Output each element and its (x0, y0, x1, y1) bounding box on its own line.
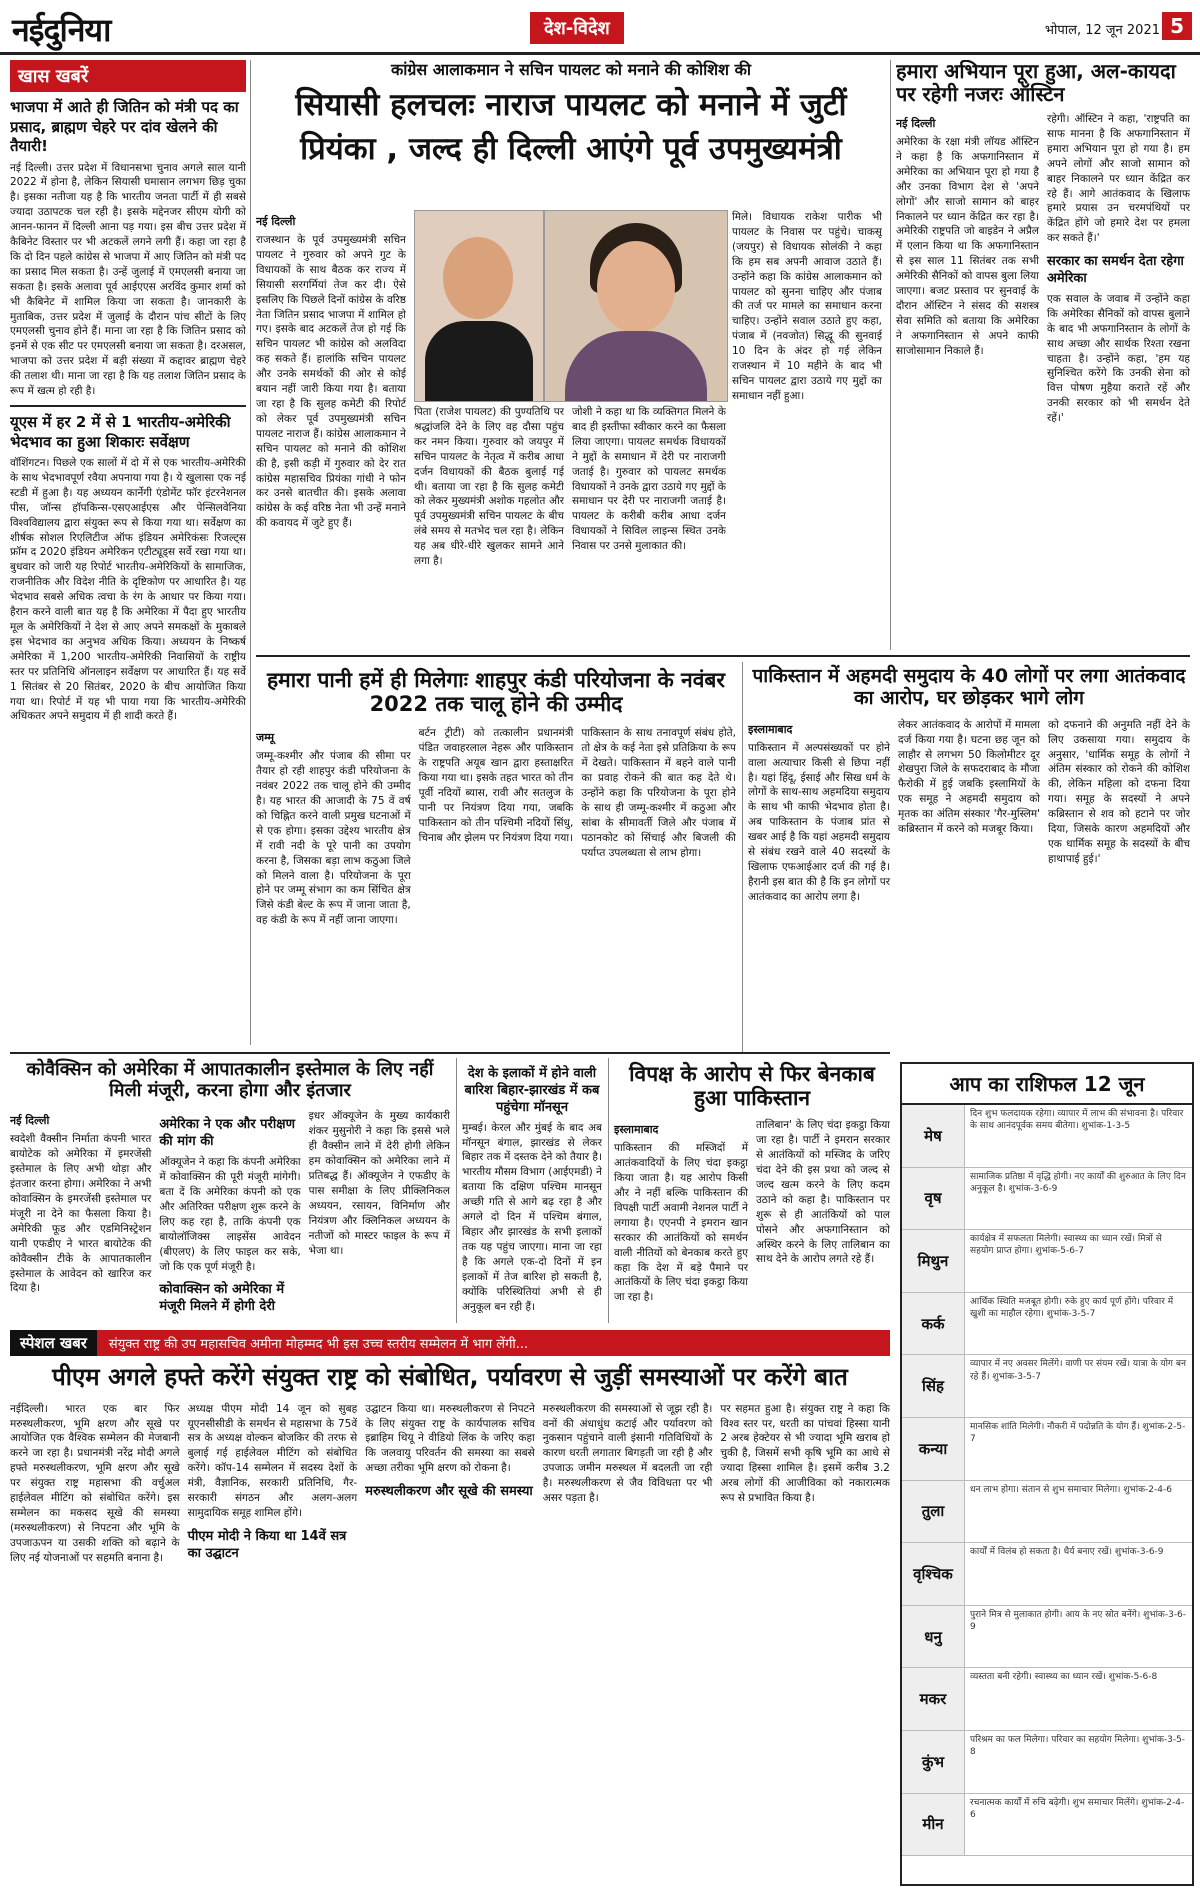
rashi-name: मेष (902, 1105, 965, 1167)
story-body: इधर ऑक्यूजेन के मुख्य कार्यकारी शंकर मुसुनोरी ने कहा कि इससे भले ही वैक्सीन लाने में देरी होगी लेकिन हम कोवाक्सिन को अमेरिका लाने में प्रतिबद्ध हैं। ऑक्यूजेन ने एफडीए के पास समीक्षा के लिए प्रीक्लिनिकल अध्ययन, रसायन, विनिर्माण और नियंत्रण और क्लिनिकल अध्ययन के नतीजों को मास्टर फाइल के रूप में भेजा था। (308, 1110, 450, 1257)
story-body: एक सवाल के जवाब में उन्होंने कहा कि अमेरिका सैनिकों को वापस बुलाने के बाद भी अफगानिस्तान के लोगों के साथ अच्छा और सार्थक रिश्ता रखना चाहता है। उन्होंने कहा, 'हम यह सुनिश्चित करेंगे कि उनकी सेना को वित्त पोषण मुहैया कराते रहें और उनकी सरकार को भी समर्थन देते रहें।' (1047, 292, 1190, 425)
rashi-name: तुला (902, 1481, 965, 1543)
story-body: राजस्थान के पूर्व उपमुख्यमंत्री सचिन पायलट ने गुरुवार को अपने गुट के विधायकों के साथ बैठक कर राज्य में सियासी सरगर्मियां तेज कर दी। ऐसे इसलिए कि पिछले दिनों कांग्रेस के वरिष्ठ नेता जितिन प्रसाद भाजपा में शामिल हो गए। इसके बाद अटकलें तेज हो गई कि सचिन पायलट भी कांग्रेस को अलविदा कह सकते हैं। हालांकि सचिन पायलट और उनके समर्थकों की ओर से कोई बयान नहीं जारी किया गया है। बताया जा रहा है कि सुलह कमेटी की रिपोर्ट को लेकर पूर्व उपमुख्यमंत्री सचिन पायलट नाराज हैं। कांग्रेस आलाकमान ने सचिन पायलट को मनाने की कोशिश की है, इसी कड़ी में गुरुवार को देर रात कांग्रेस महासचिव प्रियंका गांधी ने फोन कर उनसे बातचीत की। इसके अलावा कांग्रेस के कई वरिष्ठ नेता भी उन्हें मनाने की कवायद में जुटे हुए हैं। (256, 234, 406, 530)
rashi-text: दिन शुभ फलदायक रहेगा। व्यापार में लाभ की संभावना है। परिवार के साथ आनंदपूर्वक समय बीतेगा। शुभांक-1-3-5 (970, 1109, 1184, 1132)
rashi-text: आर्थिक स्थिति मजबूत होगी। रुके हुए कार्य पूर्ण होंगे। परिवार में खुशी का माहौल रहेगा। शुभांक-3-5-7 (970, 1296, 1174, 1319)
rashifal-row (902, 1105, 1192, 1168)
dateline: भोपाल, 12 जून 2021 (1044, 23, 1160, 38)
special-ticker: संयुक्त राष्ट्र की उप महासचिव अमीना मोहम्मद भी इस उच्च स्तरीय सम्मेलन में भाग लेंगी... (108, 1337, 529, 1352)
story-body: को दफनाने की अनुमति नहीं देने के लिए उकसाया गया। समुदाय के अनुसार, 'धार्मिक समूह के लोगों ने अंतिम संस्कार को रोकने की कोशिश की, लेकिन महिला को दफना दिया गया। समूह के सदस्यों ने अपने कब्रिस्तान से शव को हटाने पर जोर दिया, जिसके कारण अहमदियों और एक धार्मिक समूह के सदस्यों के बीच हाथापाई हुई।' (1048, 718, 1190, 865)
rashi-name: मकर (902, 1668, 965, 1730)
story-body: लेकर आतंकवाद के आरोपों में मामला दर्ज किया गया है। घटना छह जून को लाहौर से लगभग 50 किलोमीटर दूर शेखपुरा जिले के सफदराबाद के मौजा फैरोकी में हुई जबकि इस्लामियों के एक समूह ने अहमदी समुदाय को मृतक का अंतिम संस्कार 'गैर-मुस्लिम' कब्रिस्तान में करने को मजबूर किया। (898, 718, 1040, 836)
rashi-text: पुराने मित्र से मुलाकात होगी। आय के नए स्रोत बनेंगे। शुभांक-3-6-9 (970, 1609, 1187, 1632)
byline: नई दिल्ली (896, 117, 936, 130)
byline: इस्लामाबाद (748, 722, 793, 736)
lead-headline-2: प्रियंका , जल्द ही दिल्ली आएंगे पूर्व उपमुख्यमंत्री (300, 130, 842, 167)
subheading: कोवाक्सिन को अमेरिका में मंजूरी मिलने में होगी देरी (159, 1282, 285, 1315)
rashifal-box (900, 1062, 1194, 1886)
rashifal-row (902, 1543, 1192, 1606)
rashifal-row (902, 1481, 1192, 1544)
story-body: स्वदेशी वैक्सीन निर्माता कंपनी भारत बायोटेक को अमेरिका में इमरजेंसी इस्तेमाल के लिए अभी थोड़ा और इंतजार करना होगा। अमेरिका ने अभी कोवाक्सिन के इमरजेंसी इस्तेमाल पर मंजूरी ना देने का फैसला किया है। अमेरिकी फूड और एडमिनिस्ट्रेशन यानी एफडीए ने भारत बायोटेक की कोवैक्सीन टीके के आपातकालीन इस्तेमाल के आवेदन को खारिज कर दिया है। (10, 1133, 152, 1295)
lead-headline: सियासी हलचलः नाराज पायलट को मनाने में जुटीं (295, 87, 847, 123)
lead-headline-block (256, 58, 886, 178)
byline: इस्लामाबाद (614, 1123, 659, 1137)
story-body: जम्मू-कश्मीर और पंजाब की सीमा पर तैयार हो रही शाहपुर कंडी परियोजना के नवंबर 2022 तक चालू होने की उम्मीद है। यह भारत की आजादी के 75 वें वर्ष को चिह्नित करने वाली प्रमुख घटनाओं में से एक होगा। इसका उद्देश्य भारतीय क्षेत्र में रावी नदी के पूरे पानी का उपयोग करना है, जिसका बड़ा लाभ कठुआ जिले को मिलने वाला है। परियोजना के पूरा होने पर जम्मू संभाग का कम सिंचित क्षेत्र जिसे कंडी बेल्ट के रूप में जाना जाता है, वह कंडी के रूप में नहीं जाना जाएगा। (256, 750, 411, 927)
byline: जम्मू (256, 731, 275, 745)
divider (608, 1058, 609, 1323)
story-body: मुम्बई। केरल और मुंबई के बाद अब मॉनसून बंगाल, झारखंड से लेकर बिहार तक में दस्तक देने को तैयार है। भारतीय मौसम विभाग (आईएमडी) ने बताया कि दक्षिण पश्चिम मानसून अच्छी गति से आगे बढ़ रहा है और अगले दो दिन में पश्चिम बंगाल, बिहार और झारखंड के सभी इलाकों तक यह पहुंच जाएगा। माना जा रहा है कि अगले एक-दो दिनों में इन इलाकों में तेज बारिश हो सकती है, क्योंकि परिस्थितियां अभी से ही अनुकूल बन रही हैं। (462, 1121, 602, 1313)
special-bar (10, 1330, 890, 1356)
rashi-name: कुंभ (902, 1731, 965, 1793)
divider (890, 60, 891, 650)
byline: नई दिल्ली (256, 215, 296, 228)
divider (250, 60, 251, 1045)
rashifal-row (902, 1606, 1192, 1669)
divider (456, 1058, 457, 1323)
rashi-text: व्यस्तता बनी रहेगी। स्वास्थ्य का ध्यान रखें। शुभांक-5-6-8 (970, 1672, 1158, 1683)
rashi-name: धनु (902, 1606, 965, 1668)
story-body: तालिबान' के लिए चंदा इकट्ठा किया जा रहा है। पार्टी ने इमरान सरकार से आतंकियों को मस्जिद के जरिए चंदा देने की इस प्रथा को जल्द से जल्द खत्म करने के लिए कदम उठाने को कहा है। पाकिस्तान पर शुरू से ही आतंकियों को पाल पोसने और अफगानिस्तान को अस्थिर करने के लिए तालिबान का साथ देने के आरोप लगते रहे हैं। (756, 1119, 890, 1266)
rashi-name: मीन (902, 1794, 965, 1856)
rashi-text: कार्यों में विलंब हो सकता है। धैर्य बनाए रखें। शुभांक-3-6-9 (970, 1547, 1164, 1558)
story-headline: पीएम अगले हफ्ते करेंगे संयुक्त राष्ट्र को संबोधित, पर्यावरण से जुड़ीं समस्याओं पर करेंगे बात (52, 1363, 848, 1391)
story-body: बर्टन ट्रीटी) को तत्कालीन प्रधानमंत्री पंडित जवाहरलाल नेहरू और पाकिस्तान के राष्ट्रपति अयूब खान द्वारा हस्ताक्षरित किया गया था। इसके तहत भारत को तीन पूर्वी नदियों ब्यास, रावी और सतलुज के पानी पर नियंत्रण दिया गया, जबकि पाकिस्तान को तीन पश्चिमी नदियों सिंधु, चिनाब और झेलम पर नियंत्रण दिया गया। (418, 727, 574, 844)
pilot-photo (414, 210, 544, 402)
rashi-name: मिथुन (902, 1230, 965, 1292)
story-headline: कोवैक्सिन को अमेरिका में आपातकालीन इस्तेमाल के लिए नहीं मिली मंजूरी, करना होगा और इंतजार (26, 1059, 434, 1101)
section-tag: देश-विदेश (530, 12, 624, 44)
khas-khabren-column (10, 60, 246, 1045)
special-story (10, 1362, 890, 1887)
rashifal-row (902, 1668, 1192, 1731)
water-story (256, 662, 736, 1052)
story-body: ऑक्यूजेन ने कहा कि कंपनी अमेरिका में कोवाक्सिन की पूरी मंजूरी मांगेगी। बता दें कि अमेरिका कंपनी को एक और अतिरिक्त परीक्षण शुरू करने के लिए कह रहा है, ताकि कंपनी एक बायोलॉजिक्स लाइसेंस आवेदन (बीएलए) के लिए फाइल कर सके, जो कि एक पूर्ण मंजूरी है। (159, 1156, 301, 1273)
rashifal-list (902, 1105, 1192, 1856)
opposition-story (614, 1058, 890, 1323)
divider (10, 1052, 890, 1054)
story-body: मरुस्थलीकरण की समस्याओं से जूझ रही है। वनों की अंधाधुंध कटाई और पर्यावरण को नुकसान पहुंचाने वाली इंसानी गतिविधियों के कारण धरती लगातार बिगड़ती जा रही है और उपजाऊ जमीन मरुस्थल में बदलती जा रही है। मरुस्थलीकरण से जैव विविधता पर भी असर पड़ता है। (542, 1402, 713, 1505)
story-body: रहेगी। ऑस्टिन ने कहा, 'राष्ट्रपति का साफ मानना है कि अफगानिस्तान में हमारा अभियान पूरा हो गया है। हम अपने लोगों और साजो सामान को बाहर निकालने पर ध्यान केंद्रित कर रहे हैं। आगे आतंकवाद के खिलाफ हमारे प्रयास उन चरमपंथियों पर केंद्रित होंगे जो हमारे देश पर हमला कर सकते हैं।' (1047, 113, 1190, 245)
rashi-text: सामाजिक प्रतिष्ठा में वृद्धि होगी। नए कार्यों की शुरुआत के लिए दिन अनुकूल है। शुभांक-3-6-9 (970, 1171, 1186, 1194)
khas-khabren-label: खास खबरें (10, 60, 246, 92)
story-body: उद्घाटन किया था। मरुस्थलीकरण से निपटने के लिए संयुक्त राष्ट्र के कार्यपालक सचिव इब्राहिम थियू ने वीडियो लिंक के जरिए कहा कि जलवायु परिवर्तन की समस्या का सबसे अच्छा तरीका भूमि क्षरण को रोकना है। (365, 1402, 535, 1475)
rashifal-row (902, 1355, 1192, 1418)
lead-column-2 (414, 405, 564, 650)
divider (256, 655, 1190, 657)
rashi-text: रचनात्मक कार्यों में रुचि बढ़ेगी। शुभ समाचार मिलेंगे। शुभांक-2-4-6 (970, 1797, 1185, 1820)
story-body: पर सहमत हुआ है। संयुक्त राष्ट्र ने कहा कि विश्व स्तर पर, धरती का पांचवां हिस्सा यानी 2 अरब हेक्टेयर से भी ज्यादा भूमि खराब हो चुकी है, जिसमें सभी कृषि भूमि का आधे से ज्यादा हिस्सा शामिल है। इसमें करीब 3.2 अरब लोगों की आजीविका को नकारात्मक रूप से प्रभावित किया है। (720, 1402, 890, 1505)
rashi-text: व्यापार में नए अवसर मिलेंगे। वाणी पर संयम रखें। यात्रा के योग बन रहे हैं। शुभांक-3-5-7 (970, 1359, 1186, 1382)
story-headline: यूएस में हर 2 में से 1 भारतीय-अमेरिकी भेदभाव का हुआ शिकारः सर्वेक्षण (10, 413, 231, 451)
rashi-name: कन्या (902, 1418, 965, 1480)
rashifal-row (902, 1168, 1192, 1231)
subheading: अमेरिका ने एक और परीक्षण की मांग की (159, 1117, 295, 1150)
story-body: वॉशिंगटन। पिछले एक सालों में दो में से एक भारतीय-अमेरिकी के साथ भेदभावपूर्ण रवैया अपनाया गया है। ये खुलासा एक नई स्टडी में हुआ है। यह अध्ययन कार्नेगी एंडोमेंट फॉर इंटरनेशनल पीस, जॉन्स हॉपकिन्स-एसएआईएस और पेन्सिलवेनिया विश्वविद्यालय द्वारा संयुक्त रूप से किया गया था। सर्वेक्षण का शीर्षक सोशल रिएलिटीज ऑफ इंडियन अमेरिकंसः रिजल्ट्स फ्रॉम द 2020 इंडियन अमेरिकन एटीट्यूड्स सर्वे रखा गया था। बुधवार को जारी यह रिपोर्ट भारतीय-अमेरिकियों के सामाजिक, राजनीतिक और विदेश नीति के दृष्टिकोण पर आधारित है। यह भेदभाव सबसे अधिक त्वचा के रंग के आधार पर किया गया। हैरान करने वाली बात यह है कि अमेरिका में पैदा हुए भारतीय मूल के अमेरिकियों ने देश से आए अपने समकक्षों के मुकाबले इस भेदभाव का अनुभव अधिक किया। अध्ययन के निष्कर्ष अमेरिका में 1,200 भारतीय-अमेरिकी निवासियों के राष्ट्रीय स्तर पर प्रतिनिधि ऑनलाइन सर्वेक्षण पर आधारित हैं। यह सर्वे 1 सितंबर से 20 सितंबर, 2020 के बीच आयोजित किया गया था। रिपोर्ट में यह भी पाया गया कि भारतीय-अमेरिकी अधिकतर अपने समुदाय में ही शादी करते हैं। (10, 457, 246, 723)
lead-column-4 (732, 210, 882, 650)
story-body: अध्यक्ष पीएम मोदी 14 जून को सुबह यूएनसीसीडी के समर्थन से महासभा के 75वें सत्र के अध्यक्ष वोल्कन बोजकिर की तरफ से बुलाई गई हाईलेवल मीटिंग को संबोधित करेंगे। कॉप-14 सम्मेलन में सदस्य देशों के मंत्री, वैज्ञानिक, सरकारी प्रतिनिधि, गैर-सरकारी संगठन और अलग-अलग सामुदायिक समूह शामिल होंगे। (187, 1402, 358, 1519)
page-number: 5 (1162, 12, 1192, 40)
divider (10, 405, 246, 407)
rashi-text: धन लाभ होगा। संतान से शुभ समाचार मिलेगा। शुभांक-2-4-6 (970, 1484, 1172, 1495)
story-headline: हमारा पानी हमें ही मिलेगाः शाहपुर कंडी परियोजना के नवंबर 2022 तक चालू होने की उम्मीद (267, 668, 725, 717)
rashifal-row (902, 1794, 1192, 1857)
newspaper-logo: नईदुनिया (12, 11, 111, 49)
priyanka-photo (544, 210, 728, 402)
story-headline: देश के इलाकों में होने वाली बारिश बिहार-झारखंड में कब पहुंचेगा मॉनसून (464, 1066, 600, 1115)
rashifal-row (902, 1230, 1192, 1293)
rashi-text: परिश्रम का फल मिलेगा। परिवार का सहयोग मिलेगा। शुभांक-3-5-8 (970, 1734, 1186, 1758)
monsoon-story (462, 1058, 602, 1323)
story-body: नईदिल्ली। भारत एक बार फिर मरुस्थलीकरण, भूमि क्षरण और सूखे पर आयोजित एक वैश्विक सम्मेलन की मेजबानी करने जा रहा है। प्रधानमंत्री नरेंद्र मोदी अगले हफ्ते मरुस्थलीकरण, भूमि क्षरण और सूखे पर संयुक्त राष्ट्र महासभा की वर्चुअल हाईलेवल मीटिंग को संबोधित करेंगे। इस सम्मेलन का मकसद सूखे की समस्या (मरुस्थलीकरण) से निपटना और भूमि के उपजाऊपन या उसकी शक्ति को बढ़ाने के लिए नई योजनाओं पर सहमति बनाना है। (10, 1402, 180, 1564)
subheading: मरुस्थलीकरण और सूखे की समस्या (365, 1484, 533, 1500)
covaxin-story (10, 1058, 450, 1323)
subheading: पीएम मोदी ने किया था 14वें सत्र का उद्घाटन (187, 1528, 347, 1561)
ahmadi-story (748, 662, 1190, 1052)
story-headline: हमारा अभियान पूरा हुआ, अल-कायदा पर रहेगी नजरः ऑस्टिन (896, 60, 1176, 106)
rashi-name: वृश्चिक (902, 1543, 965, 1605)
masthead (0, 0, 1200, 55)
subheading: सरकार का समर्थन देता रहेगा अमेरिका (1047, 254, 1184, 287)
story-body: पिता (राजेश पायलट) की पुण्यतिथि पर श्रद्धांजलि देने के लिए वह दौसा पहुंच कर नमन किया। गुरुवार को जयपुर में सचिन पायलट के नेतृत्व में करीब आधा दर्जन विधायकों की बैठक बुलाई गई थी। बताया जा रहा है कि सुलह कमेटी को लेकर मुख्यमंत्री अशोक गहलोत और पूर्व उपमुख्यमंत्री सचिन पायलट के बीच लंबे समय से मतभेद चल रहा है। लेकिन यह अब धीरे-धीरे खुलकर सामने आने लगा है। (414, 406, 564, 568)
rashifal-row (902, 1731, 1192, 1794)
story-body: पाकिस्तान में अल्पसंख्यकों पर होने वाला अत्याचार किसी से छिपा नहीं है। यहां हिंदू, ईसाई और सिख धर्म के लोगों के साथ-साथ अहमदिया समुदाय के साथ भी काफी भेदभाव होता है। अब पाकिस्तान के पंजाब प्रांत से खबर आई है कि यहां अहमदी समुदाय से संबंध रखने वाले 40 सदस्यों के खिलाफ एफआईआर दर्ज की गई है। हैरानी इस बात की है कि इन लोगों पर आतंकवाद का आरोप लगा है। (748, 741, 890, 903)
story-headline: भाजपा में आते ही जितिन को मंत्री पद का प्रसाद, ब्राह्मण चेहरे पर दांव खेलने की तैयारी! (10, 98, 239, 155)
story-headline: विपक्ष के आरोप से फिर बेनकाब हुआ पाकिस्तान (629, 1062, 875, 1111)
story-body: नई दिल्ली। उत्तर प्रदेश में विधानसभा चुनाव अगले साल यानी 2022 में होना है, लेकिन सियासी घमासान लगभग छिड़ चुका है। इसका नतीजा यह है कि भारतीय जनता पार्टी में ही सबसे ज्यादा उठापटक चल रही है। इसके मद्देनजर सीएम योगी को आनन-फानन में दिल्ली आना पड़ गया। इस बीच उत्तर प्रदेश में कैबिनेट विस्तार पर भी अटकलें लगने लगी हैं। कहा जा रहा है कि दो दिन पहले कांग्रेस से भाजपा में आए जितिन को मंत्री पद का प्रसाद मिल सकता है। उन्हें जुलाई में एमएलसी बनाया जा सकता है। इसके अलावा पूर्व आईएएस अरविंद कुमार शर्मा को भी कैबिनेट में शामिल किया जा सकता है। जानकारी के मुताबिक, उत्तर प्रदेश में जुलाई के दौरान पांच सीटों के लिए एमएलसी चुनाव होने हैं। माना जा रहा है कि जितिन प्रसाद को इनमें से एक सीट पर एमएलसी बनाया जा सकता है। दरअसल, भाजपा को उत्तर प्रदेश में बड़ी संख्या में कद्दावर ब्राह्मण चेहरे की तलाश थी। माना जा रहा है कि यह तलाश जितिन प्रसाद के रूप में खत्म हो रही है। (10, 161, 246, 398)
rashifal-title: आप का राशिफल 12 जून (902, 1064, 1192, 1105)
story-body: मिले। विधायक राकेश पारीक भी पायलट के निवास पर पहुंचे। चाकसू (जयपुर) से विधायक सोलंकी ने कहा कि हम सब अपनी आवाज उठाते हैं। उन्होंने कहा कि कांग्रेस आलाकमान को पायलट को सुनना चाहिए और पंजाब की तर्ज पर मामले का समाधान करना चाहिए। उन्होंने सवाल उठाते हुए कहा, पंजाब में (नवजोत) सिद्धू की सुनवाई 10 दिन के अंदर हो गई लेकिन राजस्थान में 10 महीने के बाद भी सचिन पायलट द्वारा उठाये गए मुद्दों का समाधान नहीं हुआ। (732, 211, 882, 402)
kicker: कांग्रेस आलाकमान ने सचिन पायलट को मनाने की कोशिश की (390, 60, 752, 79)
lead-column-1 (256, 210, 406, 650)
story-body: जोशी ने कहा था कि व्यक्तिगत मिलने के बाद ही इस्तीफा स्वीकार करने का फैसला लिया जाएगा। पायलट समर्थक विधायकों ने मुद्दों के समाधान में देरी पर नाराजगी जताई है। गुरुवार को पायलट समर्थक विधायकों ने उनके द्वारा उठाये गए मुद्दों के समाधान पर देरी पर नाराजगी जताई है। पायलट के करीबी करीब आधा दर्जन विधायकों ने सिविल लाइन्स स्थित उनके निवास पर उनसे मुलाकात की। (572, 406, 726, 553)
divider (742, 662, 743, 1052)
rashi-name: वृष (902, 1168, 965, 1230)
story-headline: पाकिस्तान में अहमदी समुदाय के 40 लोगों पर लगा आतंकवाद का आरोप, घर छोड़कर भागे लोग (752, 665, 1186, 709)
rashi-name: सिंह (902, 1355, 965, 1417)
rashi-text: कार्यक्षेत्र में सफलता मिलेगी। स्वास्थ्य का ध्यान रखें। मित्रों से सहयोग प्राप्त होगा। शुभांक-5-6-7 (970, 1234, 1162, 1257)
story-body: पाकिस्तान के साथ तनावपूर्ण संबंध होते, तो क्षेत्र के कई नेता इसे प्रतिक्रिया के रूप में देखते। पाकिस्तान में बहने वाले पानी का प्रवाह रोकने की बात कह देते थे। उन्होंने कहा कि परियोजना के पूरा होने के साथ ही जम्मू-कश्मीर में कठुआ और सांबा के सीमावर्ती जिले और पंजाब में पठानकोट को सिंचाई और बिजली की पर्याप्त उपलब्धता से लाभ होगा। (581, 727, 736, 859)
afghan-story (896, 60, 1190, 650)
rashi-text: मानसिक शांति मिलेगी। नौकरी में पदोन्नति के योग हैं। शुभांक-2-5-7 (970, 1421, 1186, 1445)
lead-column-3 (572, 405, 726, 650)
story-body: अमेरिका के रक्षा मंत्री लॉयड ऑस्टिन ने कहा है कि अफगानिस्तान में अमेरिका का अभियान पूरा हो गया है और उनका विभाग देश से 'अपने लोगों' और साजो सामान को बाहर निकालने पर ध्यान केंद्रित कर रहा है। अमेरिकी राष्ट्रपति जो बाइडेन ने अप्रैल में एलान किया था कि अफगानिस्तान से इस साल 11 सितंबर तक सभी अमेरिकी सैनिकों को वापस बुला लिया जाएगा। बजट प्रस्ताव पर सुनवाई के दौरान ऑस्टिन ने संसद की सशस्त्र सेवा समिति को बताया कि अमेरिका ने अफगानिस्तान से अपने काफी साजोसामान निकाले हैं। (896, 136, 1039, 357)
rashi-name: कर्क (902, 1293, 965, 1355)
rashifal-row (902, 1418, 1192, 1481)
rashifal-row (902, 1293, 1192, 1356)
byline: नई दिल्ली (10, 1114, 50, 1128)
special-tag: स्पेशल खबर (10, 1330, 97, 1356)
story-body: पाकिस्तान की मस्जिदों में आतंकवादियों के लिए चंदा इकट्ठा किया जाता है। यह आरोप किसी और ने नहीं बल्कि पाकिस्तान की विपक्षी पार्टी अवामी नेशनल पार्टी ने लगाया है। एएनपी ने इमरान खान सरकार की आतंकियों को समर्थन वाली नीतियों को बेनकाब करते हुए कहा कि देश में बड़े पैमाने पर आतंकियों के लिए चंदा इकट्ठा किया जा रहा है। (614, 1142, 748, 1304)
